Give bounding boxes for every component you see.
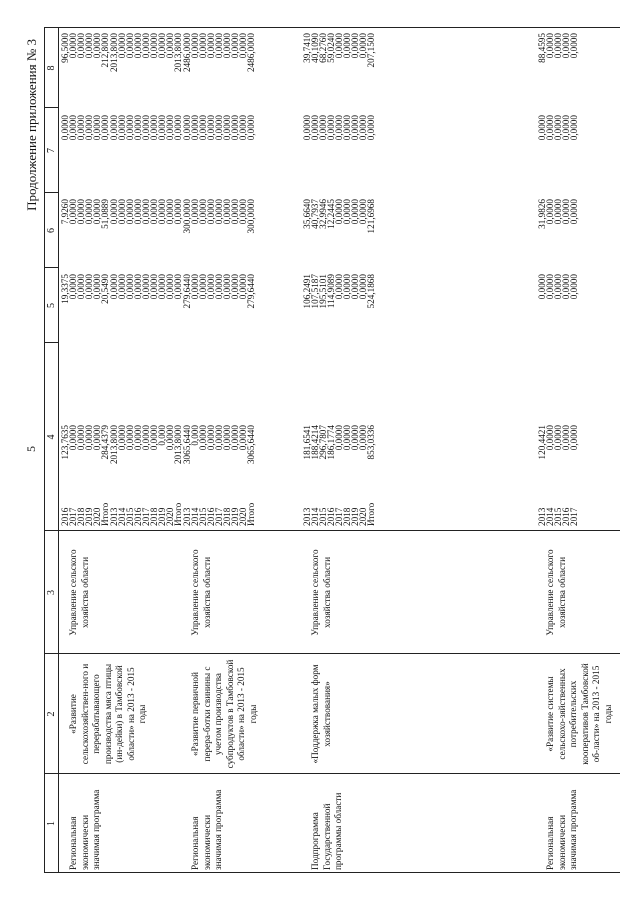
federal-budget-column: 106,2491 107,5187 195,5101 114,9089 0,0000 0,0000 0,0000 0,0000 524,1868 bbox=[302, 274, 377, 309]
total-funding-column: 3065,6440 0,000 0,0000 0,0000 0,0000 0,0000 0,0000 0,0000 3065,6440 bbox=[182, 425, 257, 465]
year-column: 2013 2014 2015 2016 2017 bbox=[537, 507, 580, 526]
header-col-5: 5 bbox=[46, 303, 57, 308]
responsible-party-cell: Управление сельского хозяйства области bbox=[190, 549, 212, 636]
total-funding-column: 120,4421 0,0000 0,0000 0,0000 0,0000 bbox=[537, 425, 580, 460]
local-budget-column: 0,0000 0,0000 0,0000 0,0000 0,0000 0,0000 0,0000 0,0000 0,0000 bbox=[109, 115, 184, 141]
appendix-continuation-title: Продолжение приложения № 3 bbox=[24, 39, 39, 211]
program-type-cell: Подпрограмма Государственной программы области bbox=[310, 792, 343, 870]
extrabudget-column: 88,4595 0,0000 0,0000 0,0000 0,0000 bbox=[537, 33, 580, 63]
local-budget-column: 0,0000 0,0000 0,0000 0,0000 0,0000 0,0000 0,0000 0,0000 0,0000 bbox=[182, 115, 257, 141]
federal-budget-column: 0,0000 0,0000 0,0000 0,0000 0,0000 0,0000 0,0000 0,0000 0,0000 bbox=[109, 274, 184, 300]
header-col-7: 7 bbox=[46, 148, 57, 153]
local-budget-column: 0,0000 0,0000 0,0000 0,0000 0,0000 bbox=[537, 115, 580, 141]
federal-budget-column: 19,3375 0,0000 0,0000 0,0000 0,0000 20,5490 bbox=[60, 274, 111, 304]
responsible-party-cell: Управление сельского хозяйства области bbox=[68, 549, 90, 636]
responsible-party-cell: Управление сельского хозяйства области bbox=[545, 549, 567, 636]
column-divider bbox=[44, 530, 620, 531]
regional-budget-column: 31,9826 0,0000 0,0000 0,0000 0,0000 bbox=[537, 199, 580, 229]
header-col-8: 8 bbox=[46, 65, 57, 71]
year-column: 2013 2014 2015 2016 2017 2018 2019 2020 Итого bbox=[182, 502, 257, 526]
year-column: 2016 2017 2018 2019 2020 Итого bbox=[60, 502, 111, 526]
page-number: 5 bbox=[24, 446, 38, 452]
federal-budget-column: 279,6440 0,0000 0,0000 0,0000 0,0000 0,0000 0,0000 0,0000 279,6440 bbox=[182, 274, 257, 309]
budget-table bbox=[20, 25, 620, 873]
header-col-1: 1 bbox=[46, 821, 57, 826]
table-left-border bbox=[44, 872, 620, 873]
total-funding-column: 123,7635 0,0000 0,0000 0,0000 0,0000 284,4379 bbox=[60, 425, 111, 460]
program-name-cell: «Развитие системы сельскохо-зяйственных потребительских кооперативов Тамбовской об-ласти» на 2013 - 2015 годы bbox=[545, 663, 613, 765]
federal-budget-column: 0,0000 0,0000 0,0000 0,0000 0,0000 bbox=[537, 274, 580, 300]
header-col-3: 3 bbox=[46, 590, 57, 595]
header-col-2: 2 bbox=[46, 711, 57, 717]
program-type-cell: Региональная экономически значимая программа bbox=[190, 789, 223, 870]
program-name-cell: «Развитие первичной перера-ботки свинины с учетом производства субпродуктов в Тамбовской области» на 2013 - 2015 годы bbox=[190, 659, 258, 769]
regional-budget-column: 0,0000 0,0000 0,0000 0,0000 0,0000 0,0000 0,0000 0,0000 0,0000 bbox=[109, 199, 184, 225]
extrabudget-column: 2013,8000 0,0000 0,0000 0,0000 0,0000 0,0000 0,0000 0,0000 2013,8000 bbox=[109, 33, 184, 73]
extrabudget-column: 2486,0000 0,0000 0,0000 0,0000 0,0000 0,0000 0,0000 0,0000 2486,0000 bbox=[182, 33, 257, 73]
year-column: 2013 2014 2015 2016 2017 2018 2019 2020 Итого bbox=[109, 502, 184, 526]
total-funding-column: 2013,8000 0,0000 0,0000 0,0000 0,0000 0,0000 0,000 0,0000 2013,8000 bbox=[109, 425, 184, 465]
year-column: 2013 2014 2015 2016 2017 2018 2019 2020 Итого bbox=[302, 502, 377, 526]
extrabudget-column: 39,7410 40,1090 68,2760 59,0240 0,0000 0,0000 0,0000 0,0000 207,1500 bbox=[302, 33, 377, 68]
column-divider bbox=[44, 653, 620, 654]
table-right-border bbox=[44, 27, 620, 28]
responsible-party-cell: Управление сельского хозяйства области bbox=[310, 549, 332, 636]
regional-budget-column: 7,9260 0,0000 0,0000 0,0000 0,0000 51,0889 bbox=[60, 199, 111, 229]
total-funding-column: 181,6541 188,4214 296,7807 186,1774 0,0000 0,0000 0,0000 0,0000 853,0336 bbox=[302, 425, 377, 460]
program-name-cell: «Поддержка малых форм хозяйствования» bbox=[310, 664, 332, 764]
column-divider bbox=[44, 773, 620, 774]
extrabudget-column: 96,5000 0,0000 0,0000 0,0000 0,0000 212,8000 bbox=[60, 33, 111, 68]
local-budget-column: 0,0000 0,0000 0,0000 0,0000 0,0000 0,0000 0,0000 0,0000 0,0000 bbox=[302, 115, 377, 141]
program-type-cell: Региональная экономически значимая программа bbox=[545, 789, 578, 870]
local-budget-column: 0,0000 0,0000 0,0000 0,0000 0,0000 0,0000 bbox=[60, 115, 111, 141]
program-type-cell: Региональная экономически значимая программа bbox=[68, 789, 101, 870]
program-name-cell: «Развитие сельскохозяйствен-ного и перерабатывающего производства мяса птицы (ин-дейки) в Тамбовской области» на 2013 - 2015 годы bbox=[68, 663, 147, 765]
rotated-document-page bbox=[20, 25, 620, 873]
regional-budget-column: 300,0000 0,0000 0,0000 0,0000 0,0000 0,0000 0,0000 0,0000 300,0000 bbox=[182, 199, 257, 234]
header-col-6: 6 bbox=[46, 228, 57, 233]
header-bottom-border bbox=[58, 28, 59, 873]
regional-budget-column: 35,6640 40,7937 32,9946 12,2445 0,0000 0,0000 0,0000 0,0000 121,6968 bbox=[302, 199, 377, 234]
header-col-4: 4 bbox=[46, 434, 57, 440]
